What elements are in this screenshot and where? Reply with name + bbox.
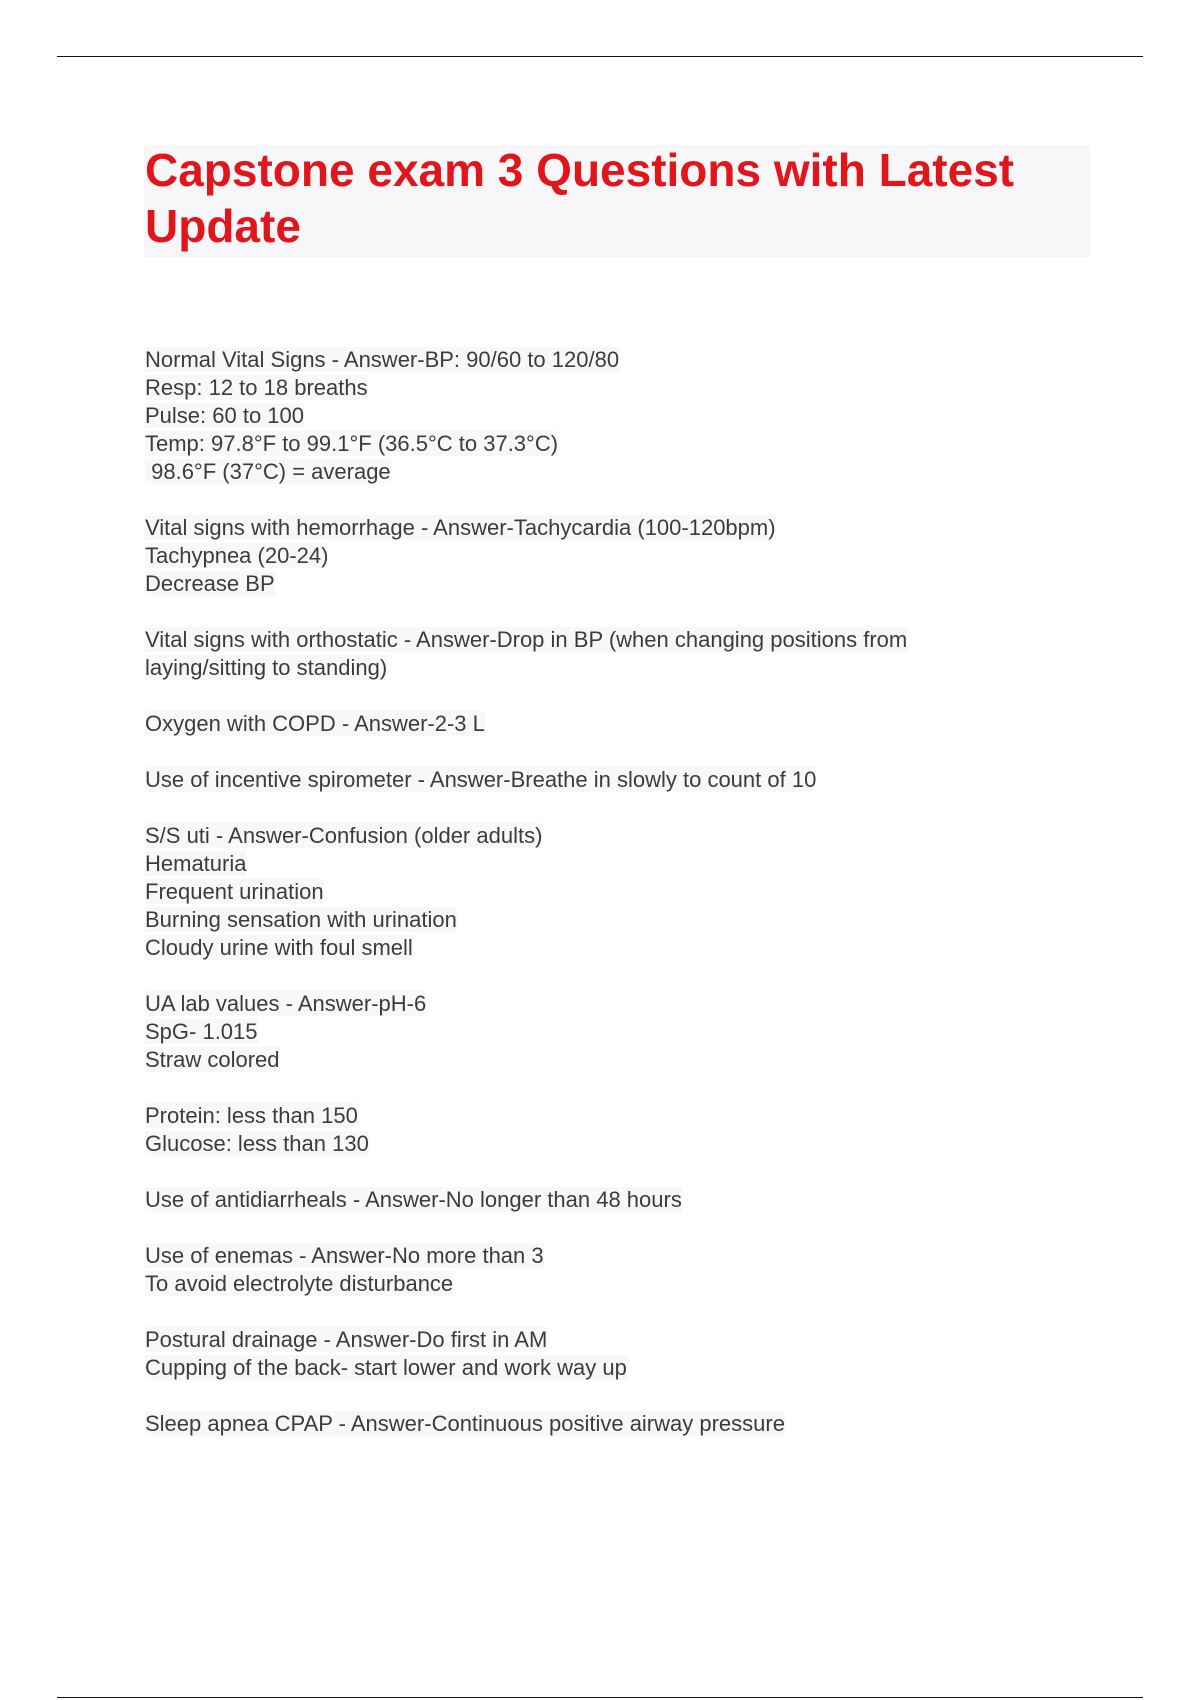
qa-answer-line xyxy=(145,1046,1095,1074)
qa-line-text: Vital signs with orthostatic - Answer-Drop in BP (when changing positions from xyxy=(145,627,908,652)
qa-line-text: S/S uti - Answer-Confusion (older adults) xyxy=(145,823,543,848)
qa-line-text: Protein: less than 150 xyxy=(145,1103,358,1128)
qa-question-line xyxy=(145,346,1095,374)
qa-question-line xyxy=(145,514,1095,542)
qa-entry xyxy=(145,1186,1095,1214)
qa-answer-line xyxy=(145,654,1095,682)
qa-answer-line xyxy=(145,934,1095,962)
qa-answer-line xyxy=(145,542,1095,570)
qa-answer-line xyxy=(145,850,1095,878)
qa-line-text: To avoid electrolyte disturbance xyxy=(145,1271,454,1296)
qa-entry xyxy=(145,766,1095,794)
qa-answer-line xyxy=(145,906,1095,934)
qa-line-text: Glucose: less than 130 xyxy=(145,1131,369,1156)
qa-answer-line xyxy=(145,570,1095,598)
qa-answer-line xyxy=(145,1354,1095,1382)
qa-line-text: Burning sensation with urination xyxy=(145,907,457,932)
qa-line-text: Tachypnea (20-24) xyxy=(145,543,329,568)
qa-entry xyxy=(145,346,1095,486)
qa-line-text: SpG- 1.015 xyxy=(145,1019,258,1044)
qa-question-line xyxy=(145,766,1095,794)
qa-answer-line xyxy=(145,878,1095,906)
document-title: Capstone exam 3 Questions with Latest Update xyxy=(145,144,1015,252)
qa-entry xyxy=(145,1102,1095,1158)
qa-line-text: Decrease BP xyxy=(145,571,275,596)
top-rule xyxy=(57,56,1143,57)
qa-answer-line xyxy=(145,1018,1095,1046)
qa-question-line xyxy=(145,1186,1095,1214)
qa-entry xyxy=(145,1242,1095,1298)
qa-question-line xyxy=(145,626,1095,654)
qa-line-text: Temp: 97.8°F to 99.1°F (36.5°C to 37.3°C) xyxy=(145,431,559,456)
qa-line-text: laying/sitting to standing) xyxy=(145,655,388,680)
qa-question-line xyxy=(145,822,1095,850)
qa-question-line xyxy=(145,1102,1095,1130)
qa-line-text: Sleep apnea CPAP - Answer-Continuous positive airway pressure xyxy=(145,1411,785,1436)
qa-line-text: Straw colored xyxy=(145,1047,280,1072)
qa-answer-line xyxy=(145,402,1095,430)
qa-line-text: Resp: 12 to 18 breaths xyxy=(145,375,368,400)
qa-entry xyxy=(145,514,1095,598)
qa-line-text: Oxygen with COPD - Answer-2-3 L xyxy=(145,711,485,736)
qa-entry xyxy=(145,626,1095,682)
qa-answer-line xyxy=(145,430,1095,458)
qa-answer-line xyxy=(145,374,1095,402)
qa-line-text: Cloudy urine with foul smell xyxy=(145,935,413,960)
qa-line-text: Cupping of the back- start lower and work way up xyxy=(145,1355,627,1380)
qa-list xyxy=(145,346,1095,1466)
qa-entry xyxy=(145,1326,1095,1382)
qa-line-text: UA lab values - Answer-pH-6 xyxy=(145,991,427,1016)
qa-entry xyxy=(145,990,1095,1074)
qa-answer-line xyxy=(145,458,1095,486)
qa-line-text: Use of antidiarrheals - Answer-No longer than 48 hours xyxy=(145,1187,682,1212)
qa-question-line xyxy=(145,990,1095,1018)
qa-answer-line xyxy=(145,1130,1095,1158)
bottom-rule xyxy=(57,1697,1143,1698)
qa-line-text: Vital signs with hemorrhage - Answer-Tachycardia (100-120bpm) xyxy=(145,515,776,540)
qa-line-text: Use of incentive spirometer - Answer-Breathe in slowly to count of 10 xyxy=(145,767,817,792)
qa-line-text: Pulse: 60 to 100 xyxy=(145,403,305,428)
qa-question-line xyxy=(145,1242,1095,1270)
qa-line-text: Use of enemas - Answer-No more than 3 xyxy=(145,1243,544,1268)
qa-entry xyxy=(145,822,1095,962)
qa-answer-line xyxy=(145,1270,1095,1298)
qa-line-text: Normal Vital Signs - Answer-BP: 90/60 to 120/80 xyxy=(145,347,620,372)
qa-line-text: Frequent urination xyxy=(145,879,324,904)
qa-question-line xyxy=(145,710,1095,738)
qa-line-text: 98.6°F (37°C) = average xyxy=(145,459,391,484)
qa-entry xyxy=(145,1410,1095,1438)
qa-question-line xyxy=(145,1326,1095,1354)
qa-line-text: Hematuria xyxy=(145,851,247,876)
qa-line-text: Postural drainage - Answer-Do first in AM xyxy=(145,1327,548,1352)
qa-question-line xyxy=(145,1410,1095,1438)
qa-entry xyxy=(145,710,1095,738)
